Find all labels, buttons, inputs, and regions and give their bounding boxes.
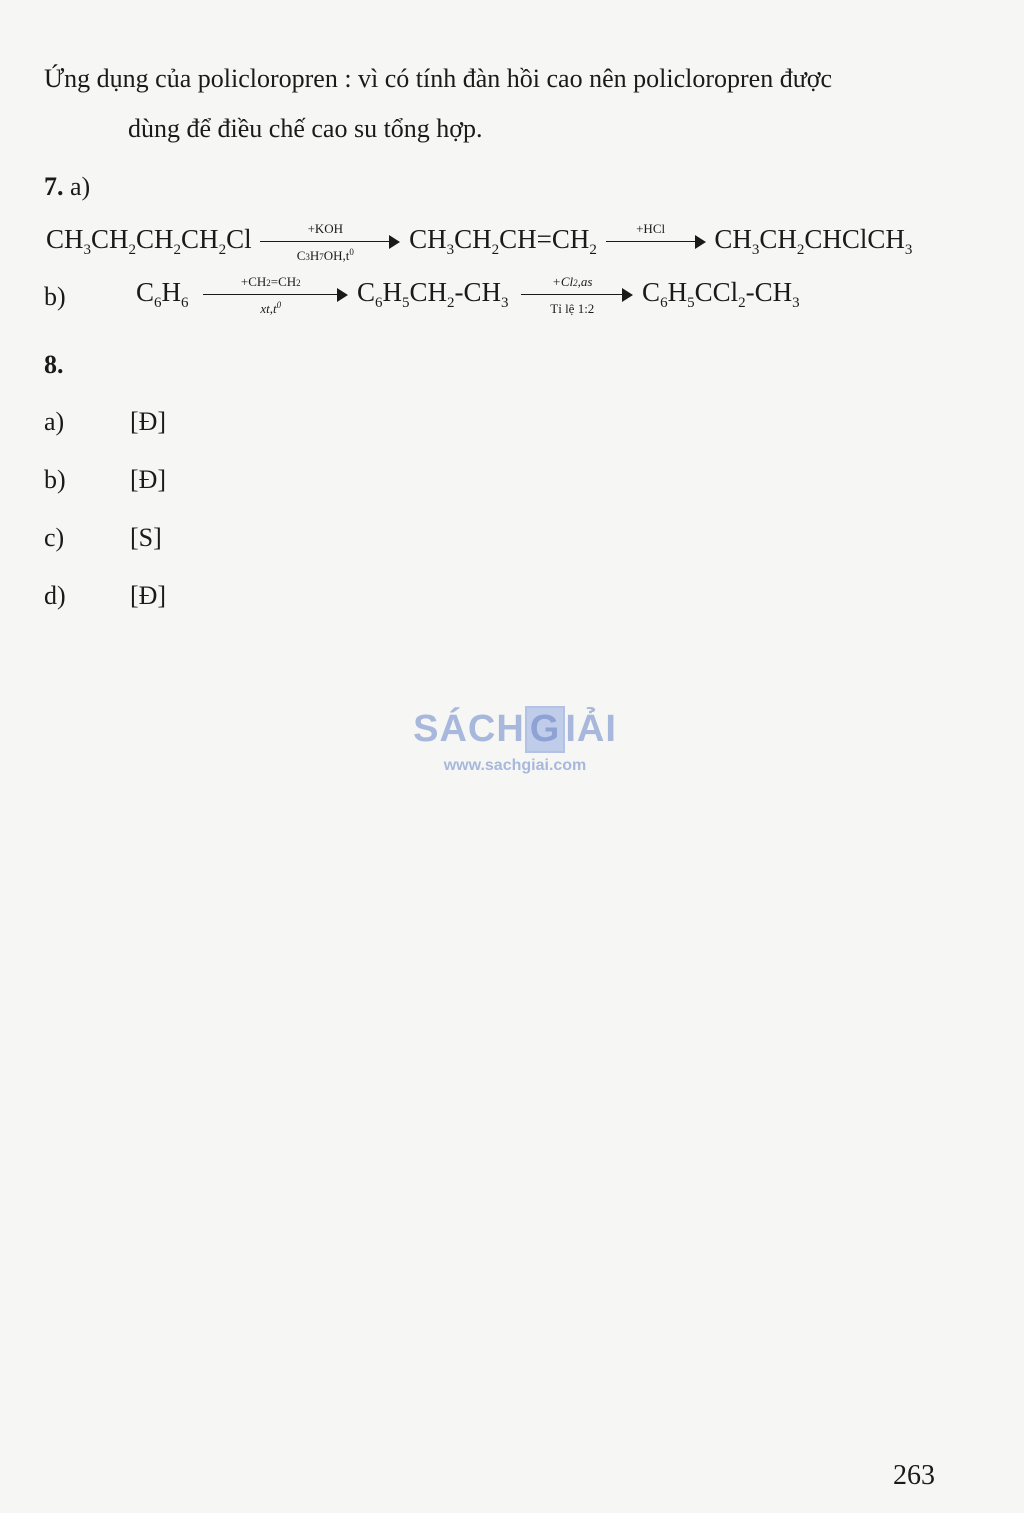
answer-label-c: c) (44, 523, 65, 552)
paragraph-line-1: Ứng dụng của policloropren : vì có tính đàn hồi cao nên policloropren được (44, 64, 833, 93)
arrow-condition-below: $C3H7OH,t^0$ (296, 247, 354, 263)
answer-value-d: [Đ] (130, 581, 167, 610)
equation-b (136, 275, 800, 315)
equation-a-intermediate: $CH_3CH_2CH=CH_2$ (409, 224, 597, 258)
answer-value-a: [Đ] (130, 407, 167, 436)
reaction-arrow (260, 222, 400, 262)
equation-a (46, 222, 912, 262)
answer-value-c: [S] (130, 523, 162, 552)
question-7-part-a-label: a) (63, 172, 91, 201)
arrow-condition-below: $xt,t^0$ (260, 300, 282, 316)
equation-b-reactant: $C_6H_6$ (136, 277, 189, 311)
question-7-part-b-label: b) (44, 282, 66, 311)
answer-label-a: a) (44, 407, 65, 436)
reaction-arrow (606, 222, 706, 262)
equation-b-product: $C_6H_5CCl_2-CH_3$ (642, 277, 800, 311)
answer-value-b: [Đ] (130, 465, 167, 494)
arrow-condition-above: +KOH (307, 221, 344, 236)
answer-label-b: b) (44, 465, 66, 494)
equation-a-product: $CH_3CH_2CHClCH_3$ (714, 224, 913, 258)
question-7-number: 7. (44, 172, 64, 201)
arrow-condition-below: Tỉ lệ 1:2 (550, 301, 595, 316)
watermark-url: www.sachgiai.com (443, 757, 587, 774)
watermark (410, 706, 620, 806)
paragraph-line-2: dùng để điều chế cao su tổng hợp. (128, 114, 483, 143)
equation-a-reactant: $CH_3CH_2CH_2CH_2Cl$ (46, 224, 252, 258)
arrow-condition-above: +CH2=CH2 (240, 274, 301, 289)
question-8-heading: 8. (44, 350, 64, 379)
watermark-logo: SÁCH G IẢI (410, 706, 620, 753)
arrow-condition-above: +Cl2,as (552, 274, 593, 289)
reaction-arrow (203, 275, 348, 315)
page-number: 263 (893, 1460, 935, 1491)
answer-label-d: d) (44, 581, 66, 610)
reaction-arrow (521, 275, 633, 315)
arrow-condition-above: +HCl (636, 221, 666, 236)
question-7-heading (44, 172, 90, 202)
equation-b-intermediate: $C_6H_5CH_2-CH_3$ (357, 277, 509, 311)
